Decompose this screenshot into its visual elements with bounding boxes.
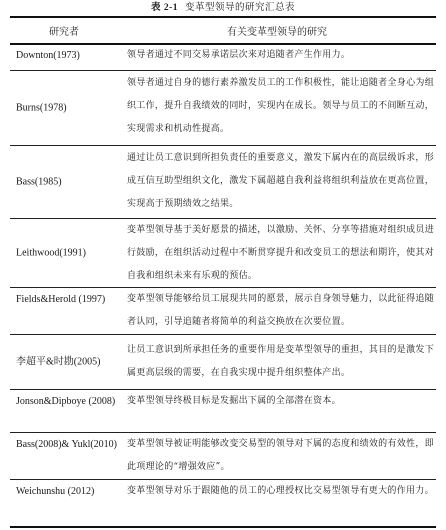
row-author: Leithwood(1991) [16, 247, 86, 259]
table-row [10, 433, 436, 479]
table-row [10, 480, 436, 526]
table-row [10, 44, 436, 70]
table-row [10, 219, 436, 287]
table-number: 表 2-1 [150, 3, 178, 13]
header-research: 有关变革型领导的研究 [227, 26, 327, 38]
row-content: 通过让员工意识到所担负责任的重要意义，激发下属内在的高层级诉求，形成互信互助型组织文化，激发下属超越自我利益将组织利益放在更高位置，实现高于预期绩效之结果。 [127, 153, 434, 209]
row-author: 李超平&时勘(2005) [16, 356, 101, 368]
row-content: 变革型领导对乐于跟随他的员工的心理授权比交易型领导有更大的作用力。 [127, 486, 434, 496]
row-author: Bass(1985) [16, 176, 62, 188]
row-content: 领导者通过不同交易承诺层次来对追随者产生作用力。 [127, 50, 351, 60]
table-row [10, 335, 436, 389]
row-content: 变革型领导能够给员工展现共同的愿景，展示自身领导魅力，以此征得追随者认同，引导追随者将简单的利益交换放在次要位置。 [127, 294, 434, 327]
row-author: Downton(1973) [16, 50, 80, 61]
table-header [10, 17, 436, 43]
table-row [10, 146, 436, 218]
row-content: 变革型领导终极目标是发掘出下属的全部潜在资本。 [127, 396, 341, 406]
row-author: Fields&Herold (1997) [16, 294, 106, 305]
table-caption [0, 2, 446, 14]
row-author: Burns(1978) [16, 102, 67, 114]
bottom-rule [10, 526, 436, 528]
row-author: Weichunshu (2012) [16, 486, 95, 497]
header-researcher: 研究者 [49, 26, 79, 38]
row-content: 领导者通过自身的德行素养激发员工的工作积极性，能让追随者全身心为组织工作，提升自我绩效的同时，实现内在成长。领导与员工的不间断互动，实现需求和机动性提高。 [127, 78, 434, 134]
row-author: Jonson&Dipboye (2008) [16, 396, 116, 407]
row-content: 变革型领导被证明能够改变交易型的领导对下属的态度和绩效的有效性，即此项理论的“增强效应”。 [127, 439, 434, 472]
table-row [10, 71, 436, 145]
table-row [10, 288, 436, 334]
table-row [10, 390, 436, 432]
row-author: Bass(2008)& Yukl(2010) [16, 439, 118, 450]
table-title: 变革型领导的研究汇总表 [185, 2, 296, 13]
row-content: 让员工意识到所承担任务的重要作用是变革型领导的重担，其目的是激发下属更高层级的需要，在自我实现中提升组织整体产出。 [127, 345, 434, 378]
row-content: 变革型领导基于美好愿景的描述，以激励、关怀、分享等措施对组织成员进行鼓励，在组织活动过程中不断贯穿提升和改变员工的想法和期许，使其对自我和组织未来有乐观的预估。 [127, 225, 434, 281]
